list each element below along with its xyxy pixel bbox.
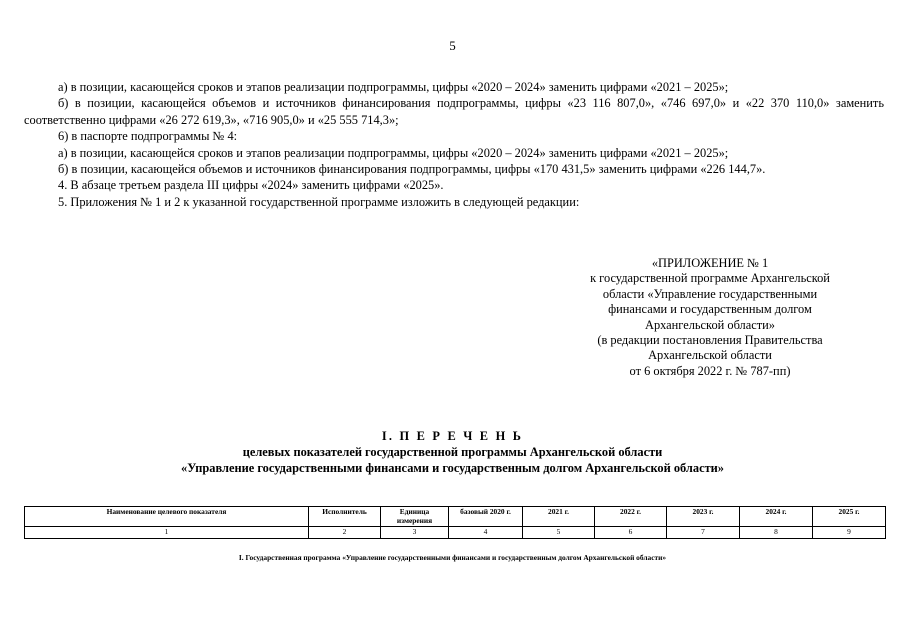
column-number: 7	[667, 527, 740, 539]
paragraph: б) в позиции, касающейся объемов и источников финансирования подпрограммы, цифры «23 116 807,0», «746 697,0» и «22 370 110,0» заменить соответственно цифрами «26 272 619,3», «716 905,0» и «25 555 714,3»;	[24, 96, 884, 127]
paragraph: а) в позиции, касающейся сроков и этапов реализации подпрограммы, цифры «2020 – 2024» заменить цифрами «2021 – 2025»;	[58, 80, 729, 94]
appendix-line: Архангельской области»	[645, 317, 775, 332]
column-number: 9	[813, 527, 886, 539]
table-header-row	[25, 507, 886, 527]
appendix-line: области «Управление государственными	[602, 286, 818, 301]
page-number: 5	[449, 38, 456, 53]
column-number: 3	[381, 527, 449, 539]
appendix-line: от 6 октября 2022 г. № 787-пп)	[629, 363, 791, 378]
column-number: 4	[449, 527, 523, 539]
amendment-text	[24, 79, 884, 210]
column-number: 1	[25, 527, 309, 539]
column-number: 5	[523, 527, 595, 539]
paragraph: а) в позиции, касающейся сроков и этапов реализации подпрограммы, цифры «2020 – 2024» заменить цифрами «2021 – 2025»;	[58, 145, 729, 160]
column-number: 2	[309, 527, 381, 539]
indicators-table	[24, 506, 886, 539]
column-number: 6	[595, 527, 667, 539]
column-header: 2021 г.	[523, 507, 595, 527]
appendix-line: финансами и государственным долгом	[608, 302, 812, 317]
column-header: 2025 г.	[813, 507, 886, 527]
column-number: 8	[740, 527, 813, 539]
appendix-line: «ПРИЛОЖЕНИЕ № 1	[651, 256, 769, 270]
paragraph: 6) в паспорте подпрограммы № 4:	[58, 129, 238, 144]
column-header: 2023 г.	[667, 507, 740, 527]
column-header: 2022 г.	[595, 507, 667, 527]
column-header: Единица измерения	[381, 507, 449, 527]
column-header: Исполнитель	[309, 507, 381, 527]
column-header: Наименование целевого показателя	[25, 507, 309, 527]
title-line: целевых показателей государственной программы Архангельской области	[242, 445, 663, 459]
program-section-heading: I. Государственная программа «Управление государственными финансами и государственным долгом Архангельской области»	[238, 553, 667, 562]
column-header: 2024 г.	[740, 507, 813, 527]
document-title	[0, 428, 905, 476]
appendix-heading	[540, 256, 880, 379]
column-header: базовый 2020 г.	[449, 507, 523, 527]
title-line: «Управление государственными финансами и государственным долгом Архангельской области»	[181, 461, 724, 475]
appendix-line: к государственной программе Архангельской	[590, 271, 830, 286]
paragraph: 4. В абзаце третьем раздела III цифры «2024» заменить цифрами «2025».	[58, 178, 444, 193]
appendix-line: Архангельской области	[648, 348, 772, 363]
paragraph: 5. Приложения № 1 и 2 к указанной государственной программе изложить в следующей редакции:	[58, 194, 580, 209]
paragraph: б) в позиции, касающейся объемов и источников финансирования подпрограммы, цифры «170 431,5» заменить цифрами «226 144,7».	[58, 162, 766, 177]
title-line: I. П Е Р Е Ч Е Н Ь	[381, 429, 524, 443]
table-row	[25, 527, 886, 539]
appendix-line: (в редакции постановления Правительства	[597, 333, 823, 348]
